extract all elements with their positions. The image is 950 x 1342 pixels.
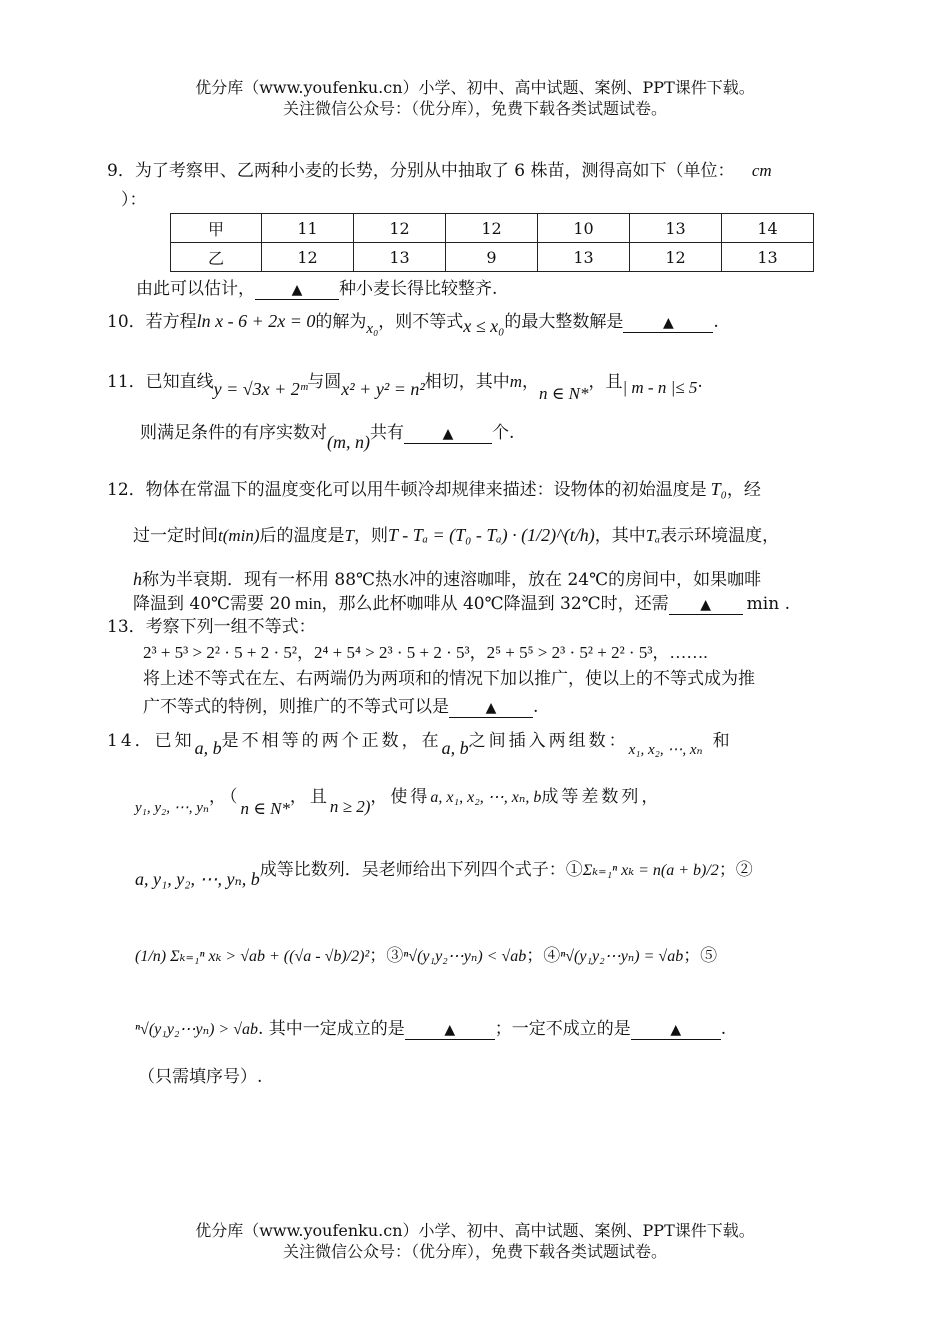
q14-text-l3a: 成等比数列．吴老师给出下列四个式子：① [259, 860, 583, 880]
q14-text-l1d: 和 [712, 731, 733, 751]
answer-blank-q9[interactable]: ▲ [255, 281, 339, 300]
q12-h: h [133, 569, 142, 589]
question-11-cont [140, 421, 515, 452]
height-table [170, 213, 814, 272]
q10-text-e: . [713, 312, 719, 332]
q12-cooling-formula: T - Tₐ = (T₀ - Tₐ) · (1/2)^(t/h) [388, 525, 595, 545]
q12-text-l2b: 后的温度是 [259, 526, 345, 546]
answer-blank-q13[interactable]: ▲ [449, 699, 533, 718]
question-12-line-2 [133, 524, 779, 547]
q13-text-l4b: . [533, 697, 539, 717]
answer-blank-q10[interactable]: ▲ [623, 314, 713, 333]
q14-n-natural: n ∈ N* [240, 799, 290, 818]
q14-ab-2: a, b [441, 738, 469, 758]
answer-blank-q14-b[interactable]: ▲ [631, 1021, 721, 1040]
table-cell: 14 [722, 214, 814, 243]
question-10 [107, 310, 719, 337]
q14-text-l1a: 14．已知 [107, 731, 195, 751]
q12-text-l2d: ，其中 [594, 526, 646, 546]
q11-text-f: 则满足条件的有序实数对 [140, 423, 327, 443]
q14-text-l5b: ；一定不成立的是 [494, 1019, 631, 1039]
q11-line-equation: y = √3x + 2ᵐ [213, 379, 308, 399]
q12-text-l1b: ，经 [726, 480, 761, 500]
question-14-line-5 [135, 1018, 726, 1041]
q14-text-l2d: 成等差数列， [541, 787, 662, 807]
table-cell: 11 [262, 214, 354, 243]
page-footer-line-2: 关注微信公众号：（优分库），免费下载各类试题试卷。 [282, 1242, 667, 1261]
q9-tail-b: 种小麦长得比较整齐. [339, 279, 498, 299]
q12-Ta: Tₐ [645, 526, 661, 545]
q12-text-l2a: 过一定时间 [133, 526, 218, 546]
q14-text-l2a: ，（ [208, 787, 241, 807]
answer-blank-q11[interactable]: ▲ [404, 425, 492, 444]
q14-text-l2c: ，使得 [370, 787, 431, 807]
q9-conclusion [136, 278, 497, 300]
question-14 [107, 729, 733, 758]
question-9 [107, 160, 772, 182]
table-cell: 12 [262, 243, 354, 272]
q14-n-ge-2: n ≥ 2) [329, 797, 371, 816]
q13-text-l4a: 广不等式的特例，则推广的不等式可以是 [143, 697, 449, 717]
table-cell: 甲 [171, 214, 262, 243]
question-14-line-3 [135, 858, 753, 889]
q10-text-b: 的解为 [315, 312, 367, 332]
q14-arithmetic-seq: a, x₁, x₂, ⋯, xₙ, b [430, 789, 542, 806]
q9-close: ）： [121, 190, 147, 210]
q14-note: （只需填序号）. [138, 1067, 263, 1087]
table-cell: 12 [630, 243, 722, 272]
q13-line-4 [143, 696, 538, 718]
q14-formula-2: (1/n) Σₖ₌₁ⁿ xₖ > √ab + ((√a - √b)/2)² [135, 948, 370, 965]
q12-time: t(min) [218, 526, 260, 545]
q12-text-l4c: min . [746, 594, 790, 614]
q12-text-l4b: ，那么此杯咖啡从 40℃降温到 32℃时，还需 [321, 594, 669, 614]
answer-blank-q12[interactable]: ▲ [669, 596, 743, 615]
question-14-line-2 [135, 786, 662, 818]
q12-T: T [344, 526, 355, 545]
q14-text-l4c: ；⑤ [683, 946, 718, 966]
q12-text-l4a: 降温到 40℃需要 20 [133, 594, 292, 614]
q11-text-e: . [697, 372, 703, 392]
q11-separator: ， [522, 372, 540, 392]
question-12-line-3 [133, 568, 761, 591]
table-cell: 乙 [171, 243, 262, 272]
q14-text-l4b: ；④ [526, 946, 561, 966]
q10-text-d: 的最大整数解是 [504, 312, 624, 332]
page-footer-line-1: 优分库（www.youfenku.cn）小学、初中、高中试题、案例、PPT课件下载。 [195, 1221, 755, 1240]
question-11 [107, 370, 703, 403]
q14-ab: a, b [194, 738, 222, 758]
q12-text-l2e: 表示环境温度， [660, 526, 780, 546]
q14-y-sequence: y₁, y₂, ⋯, yₙ [135, 800, 209, 816]
q11-text-g: 共有 [370, 423, 404, 443]
table-cell: 12 [446, 214, 538, 243]
q14-text-l5a: . 其中一定成立的是 [257, 1019, 405, 1039]
q9-unit: cm [751, 161, 772, 180]
page-header-line-1: 优分库（www.youfenku.cn）小学、初中、高中试题、案例、PPT课件下载。 [195, 78, 755, 97]
q12-T0: T₀ [710, 479, 727, 499]
q10-text-a: 10．若方程 [107, 312, 197, 332]
q12-min-unit: min [295, 594, 322, 613]
q9-text: 9．为了考察甲、乙两种小麦的长势，分别从中抽取了 6 株苗，测得高如下（单位： [107, 161, 735, 181]
q14-formula-1: Σₖ₌₁ⁿ xₖ = n(a + b)/2 [582, 862, 719, 879]
table-cell: 13 [538, 243, 630, 272]
table-cell: 13 [630, 214, 722, 243]
question-14-line-4 [135, 945, 717, 968]
table-cell: 13 [354, 243, 446, 272]
q14-text-l5c: . [720, 1019, 727, 1039]
page-header-line-2: 关注微信公众号：（优分库），免费下载各类试题试卷。 [282, 99, 667, 118]
q11-text-b: 与圆 [307, 372, 342, 392]
q14-formula-5: ⁿ√(y₁y₂⋯yₙ) > √ab [135, 1021, 258, 1038]
q14-text-l4a: ；③ [369, 946, 404, 966]
q10-inequality: x ≤ x₀ [463, 316, 505, 336]
q11-pair: (m, n) [327, 432, 370, 452]
q14-geometric-seq: a, y₁, y₂, ⋯, yₙ, b [135, 869, 260, 889]
q11-m: m [509, 372, 523, 391]
q14-formula-4: ⁿ√(y₁y₂⋯yₙ) = √ab [560, 948, 684, 965]
q11-abs-condition: | m - n |≤ 5 [622, 378, 698, 397]
question-12-line-4 [133, 593, 790, 615]
q11-text-h: 个. [492, 423, 515, 443]
q10-equation: ln x - 6 + 2x = 0 [196, 311, 316, 331]
q12-text-l3: 称为半衰期．现有一杯用 88℃热水冲的速溶咖啡，放在 24℃的房间中，如果咖啡 [142, 570, 762, 590]
q10-text-c: ，则不等式 [378, 312, 464, 332]
q11-text-c: 相切，其中 [424, 372, 510, 392]
q14-formula-3: ⁿ√(y₁y₂⋯yₙ) < √ab [403, 948, 527, 965]
q9-tail-a: 由此可以估计， [136, 279, 255, 299]
q10-x0: x₀ [366, 321, 379, 337]
q14-text-l1b: 是不相等的两个正数，在 [221, 731, 442, 751]
q11-text-a: 11．已知直线 [107, 372, 214, 392]
table-cell: 12 [354, 214, 446, 243]
question-12 [107, 478, 761, 501]
table-cell: 9 [446, 243, 538, 272]
table-cell: 10 [538, 214, 630, 243]
q14-text-l3b: ；② [718, 860, 753, 880]
answer-blank-q14-a[interactable]: ▲ [405, 1021, 495, 1040]
q14-text-l2b: ，且 [289, 787, 330, 807]
q11-circle-equation: x² + y² = n² [341, 379, 425, 399]
table-row [171, 243, 814, 272]
q14-x-sequence: x₁, x₂, ⋯, xₙ [628, 742, 703, 758]
table-row [171, 214, 814, 243]
q12-text-l2c: ，则 [354, 526, 389, 546]
q11-text-d: ，且 [588, 372, 623, 392]
q12-text-l1a: 12．物体在常温下的温度变化可以用牛顿冷却规律来描述：设物体的初始温度是 [107, 480, 707, 500]
q14-text-l1c: 之间插入两组数： [468, 731, 629, 751]
q13-line-3: 将上述不等式在左、右两端仍为两项和的情况下加以推广，使以上的不等式成为推 [143, 669, 755, 689]
q11-n-condition: n ∈ N* [539, 384, 589, 403]
q13-inequalities: 2³ + 5³ > 2² · 5 + 2 · 5²，2⁴ + 5⁴ > 2³ · 5 + 2 · 5³，2⁵ + 5⁵ > 2³ · 5² + 2² · 5³，……. [143, 643, 708, 662]
question-13: 13．考察下列一组不等式： [107, 617, 316, 637]
table-cell: 13 [722, 243, 814, 272]
